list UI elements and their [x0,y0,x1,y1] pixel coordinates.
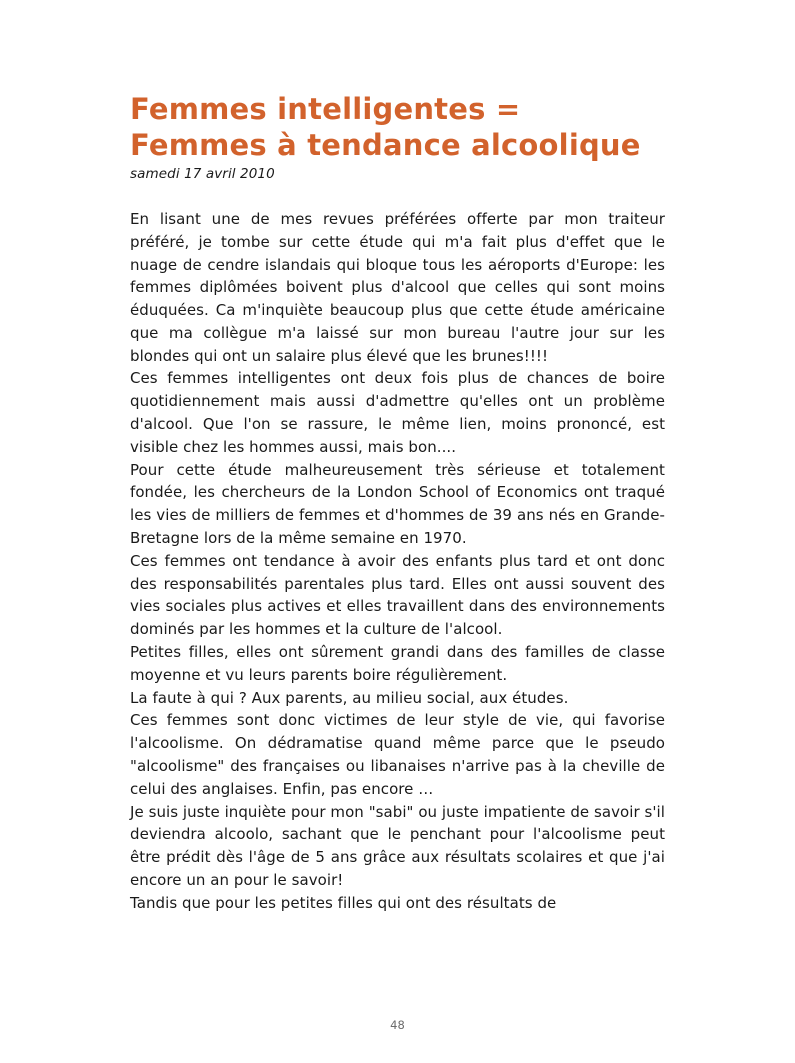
paragraph: La faute à qui ? Aux parents, au milieu social, aux études. [130,688,569,707]
article-date: samedi 17 avril 2010 [130,165,275,182]
paragraph: Tandis que pour les petites filles qui ont des résultats de [130,893,557,912]
paragraph: Ces femmes sont donc victimes de leur style de vie, qui favorise l'alcoolisme. On dédramatise quand même parce que le pseudo "alcoolisme" des françaises ou libanaises n'arrive pas à la cheville de celui des anglaises. Enfin, pas encore … [130,711,665,798]
paragraph: Pour cette étude malheureusement très sérieuse et totalement fondée, les chercheurs de la London School of Economics ont traqué les vies de milliers de femmes et d'hommes de 39 ans nés en Grande-Bretagne lors de la même semaine en 1970. [130,460,665,548]
page-number: 48 [390,1018,405,1032]
paragraph: En lisant une de mes revues préférées offerte par mon traiteur préféré, je tombe sur cette étude qui m'a fait plus d'effet que le nuage de cendre islandais qui bloque tous les aéroports d'Europe: les femmes diplômées boivent plus d'alcool que celles qui sont moins éduquées. Ca m'inquiète beaucoup plus que cette étude américaine que ma collègue m'a laissé sur mon bureau l'autre jour sur les blondes qui ont un salaire plus élevé que les brunes!!!! [130,209,665,365]
paragraph: Ces femmes ont tendance à avoir des enfants plus tard et ont donc des responsabilités parentales plus tard. Elles ont aussi souvent des vies sociales plus actives et elles travaillent dans des environnements dominés par les hommes et la culture de l'alcool. [130,551,665,639]
article-body [130,208,665,915]
page-title: Femmes intelligentes = Femmes à tendance alcoolique [130,92,641,162]
paragraph: Ces femmes intelligentes ont deux fois plus de chances de boire quotidiennement mais aussi d'admettre qu'elles ont un problème d'alcool. Que l'on se rassure, le même lien, moins prononcé, est visible chez les hommes aussi, mais bon.... [130,369,665,456]
paragraph: Petites filles, elles ont sûrement grandi dans des familles de classe moyenne et vu leurs parents boire régulièrement. [130,643,665,684]
paragraph: Je suis juste inquiète pour mon "sabi" ou juste impatiente de savoir s'il deviendra alcoolo, sachant que le penchant pour l'alcoolisme peut être prédit dès l'âge de 5 ans grâce aux résultats scolaires et que j'ai encore un an pour le savoir! [130,802,665,890]
article-container [130,92,665,915]
